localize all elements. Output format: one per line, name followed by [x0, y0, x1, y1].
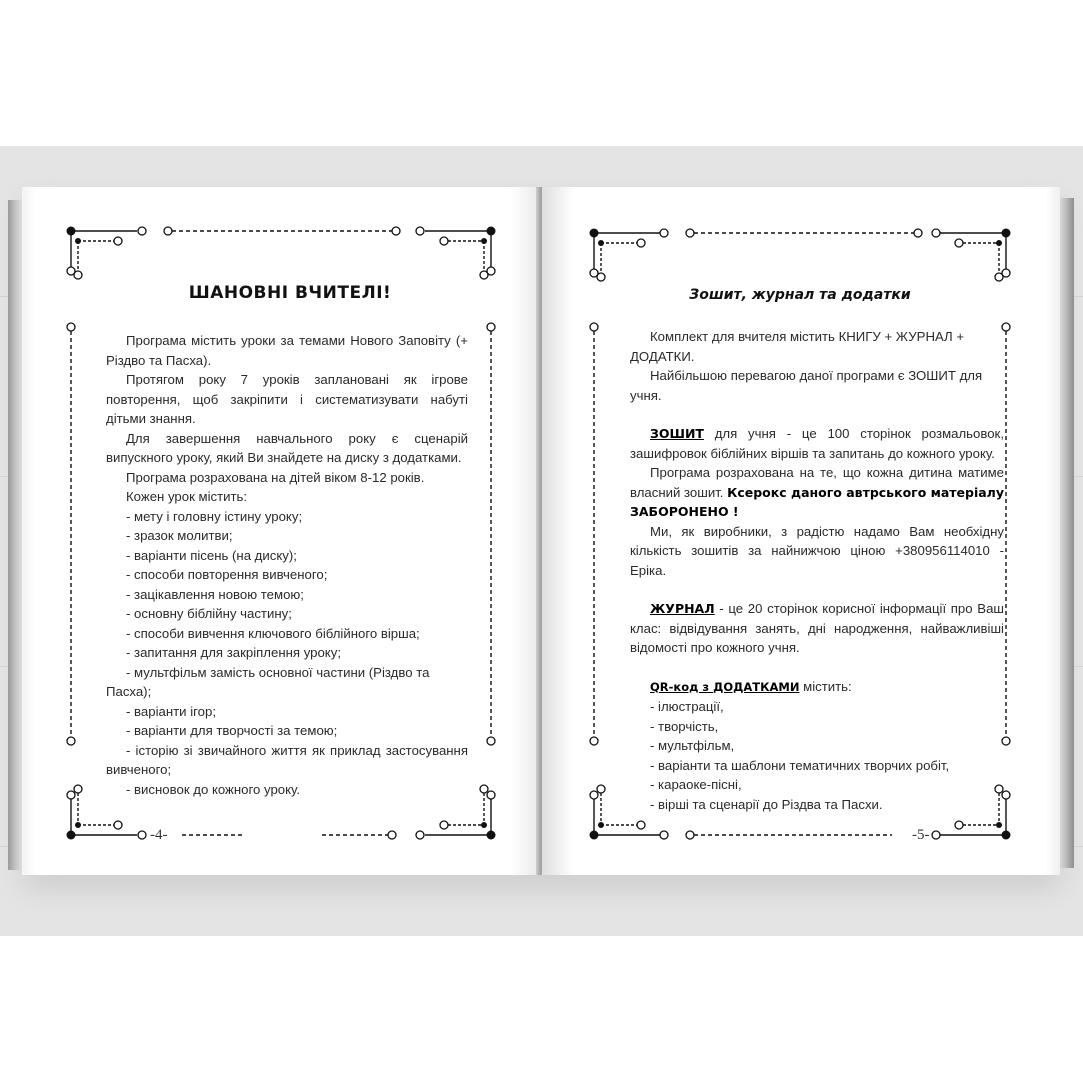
list-item: - історію зі звичайного життя як приклад застосування вивченого; [106, 742, 468, 777]
left-page-body [106, 331, 468, 799]
journal-keyword: ЖУРНАЛ [650, 601, 715, 616]
qr-paragraph [630, 677, 1004, 698]
list-item: - варіанти для творчості за темою; [126, 723, 338, 738]
list-item: - вірші та сценарії до Різдва та Пасхи. [650, 796, 883, 812]
list-item: - зацікавлення новою темою; [126, 586, 304, 602]
page-number: -4- [150, 827, 168, 843]
intro-line: Найбільшою перевагою даної програми є ЗОШИТ для учня. [630, 368, 983, 403]
notebook-keyword: ЗОШИТ [650, 426, 704, 441]
page-title: Зошит, журнал та додатки [689, 287, 911, 303]
intro-line: Комплект для вчителя містить КНИГУ + ЖУРНАЛ + ДОДАТКИ. [630, 329, 965, 364]
book-edge-right [1058, 198, 1074, 868]
qr-text: містить: [799, 678, 852, 694]
list-item: - ілюстрації, [650, 699, 724, 714]
notebook-paragraph-3: Ми, як виробники, з радістю надамо Вам необхідну кількість зошитів за найнижчою ціною +380956114010 - Еріка. [630, 523, 1004, 578]
copy-warning: Ксерокс даного автрського матеріалу ЗАБОРОНЕНО ! [630, 484, 1004, 519]
attachments-keyword: ДОДАТКАМИ [713, 679, 800, 694]
list-item: - караоке-пісні, [650, 777, 742, 792]
journal-text: - це 20 сторінок корисної інформації про Ваш клас: відвідування занять, дні народження, найважливіші відомості про кожного учня. [630, 601, 1004, 655]
left-page [22, 187, 540, 875]
list-item: - мультфільм замість основної частини (Різдво та Пасха); [106, 664, 430, 699]
list-item: - варіанти пісень (на диску); [126, 547, 297, 563]
right-page [542, 187, 1060, 875]
paragraph: Програма розрахована на дітей віком 8-12 років. [126, 469, 425, 485]
page-title: ШАНОВНІ ВЧИТЕЛІ! [188, 283, 392, 303]
list-item: - творчість, [650, 718, 719, 734]
list-item: - висновок до кожного уроку. [126, 781, 300, 797]
list-item: - запитання для закріплення уроку; [126, 645, 341, 660]
notebook-text: для учня - це 100 сторінок розмальовок, зашифровок біблійних віршів та запитань до кожного уроку. [630, 426, 1004, 461]
list-item: - зразок молитви; [126, 528, 233, 543]
page-number: -5- [912, 827, 930, 843]
list-item: - варіанти та шаблони тематичних творчих робіт, [650, 757, 950, 773]
list-item: - варіанти ігор; [126, 703, 216, 719]
book-edge-left [8, 200, 22, 870]
list-intro: Кожен урок містить: [126, 489, 248, 504]
notebook-text-2: Програма розрахована на те, що кожна дитина матиме власний зошит. [630, 465, 1004, 500]
list-item: - способи повторення вивченого; [126, 567, 328, 582]
paragraph: Протягом року 7 уроків заплановані як ігрове повторення, щоб закріпити і систематизувати набуті дітьми знання. [106, 372, 468, 426]
qr-keyword: QR-код з [650, 679, 714, 694]
list-item: - способи вивчення ключового біблійного вірша; [126, 625, 420, 641]
notebook-paragraph-2 [630, 463, 1004, 522]
journal-paragraph [630, 599, 1004, 658]
list-item: - мету і головну істину уроку; [126, 508, 303, 524]
list-item: - основну біблійну частину; [126, 606, 292, 621]
list-item: - мультфільм, [650, 738, 735, 753]
paragraph: Для завершення навчального року є сценарій випускного уроку, який Ви знайдете на диску з додатками. [106, 430, 468, 465]
notebook-paragraph [630, 424, 1004, 463]
right-page-body [630, 327, 1004, 814]
paragraph: Програма містить уроки за темами Нового Заповіту (+ Різдво та Пасха). [106, 333, 468, 368]
